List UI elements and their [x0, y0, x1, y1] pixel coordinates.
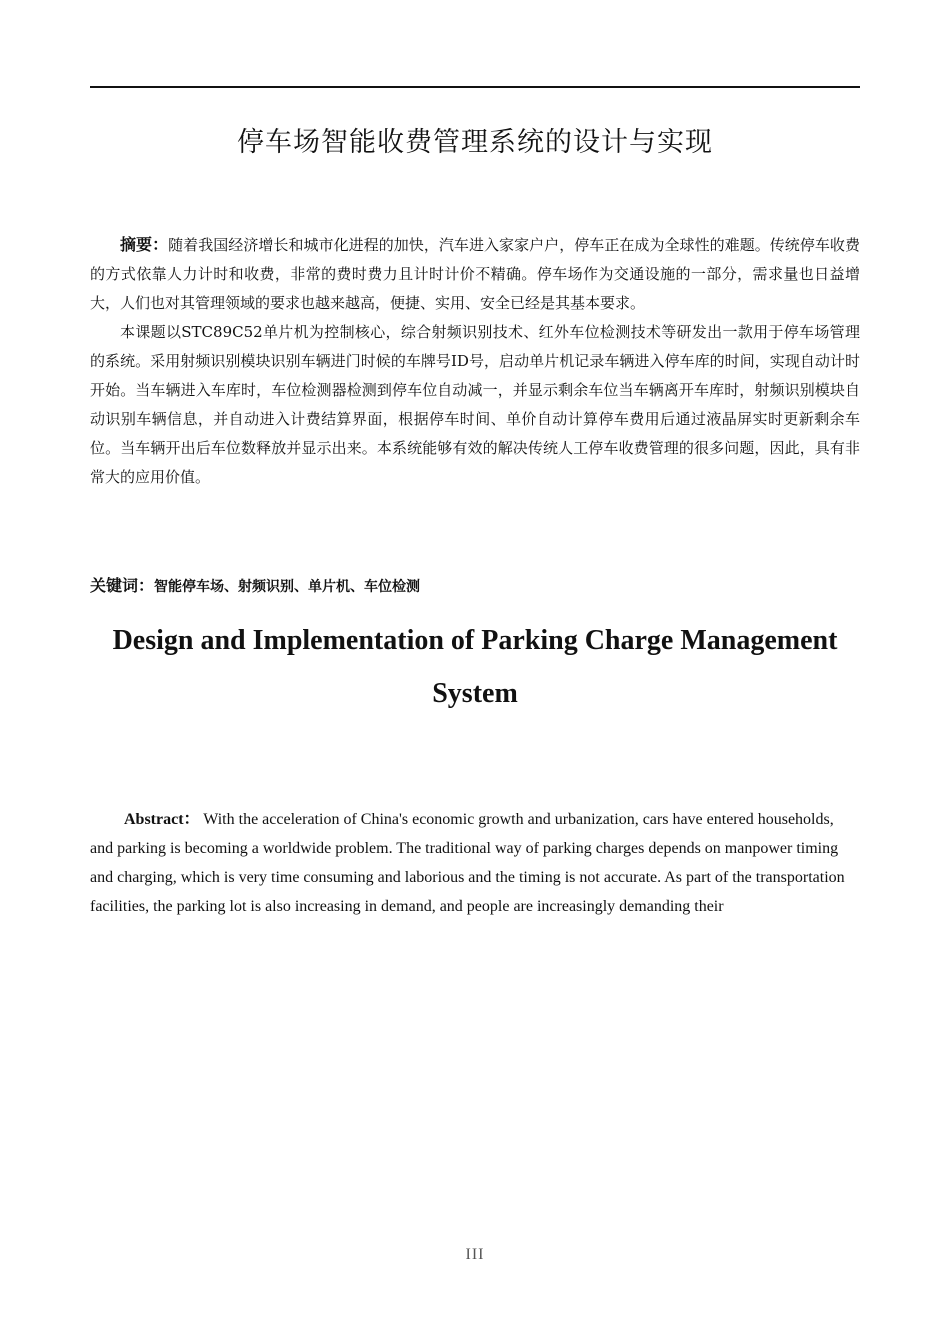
english-abstract-paragraph — [90, 805, 860, 921]
english-title: Design and Implementation of Parking Charge Management System — [112, 625, 838, 709]
english-abstract-text: With the acceleration of China's economic growth and urbanization, cars have entered households, and parking is becoming a worldwide problem. The traditional way of parking charges depends on manpower timing and charging, which is very time consuming and laborious and the timing is not accurate. As part of the transportation facilities, the parking lot is also increasing in demand, and people are increasingly demanding their — [90, 811, 845, 915]
keywords-line — [90, 574, 860, 599]
chinese-abstract-paragraph-2: 本课题以STC89C52单片机为控制核心，综合射频识别技术、红外车位检测技术等研发出一款用于停车场管理的系统。采用射频识别模块识别车辆进门时候的车牌号ID号，启动单片机记录车辆进入停车库的时间，实现自动计时开始。当车辆进入车库时，车位检测器检测到停车位自动减一，并显示剩余车位当车辆离开车库时，射频识别模块自动识别车辆信息，并自动进入计费结算界面，根据停车时间、单价自动计算停车费用后通过液晶屏实时更新剩余车位。当车辆开出后车位数释放并显示出来。本系统能够有效的解决传统人工停车收费管理的很多问题，因此，具有非常大的应用价值。 — [90, 323, 860, 486]
chinese-abstract — [90, 230, 860, 492]
keywords-label: 关键词： — [90, 576, 155, 595]
header-rule — [90, 86, 860, 88]
chinese-title: 停车场智能收费管理系统的设计与实现 — [237, 127, 713, 158]
keywords-value: 智能停车场、射频识别、单片机、车位检测 — [154, 579, 421, 595]
page-number: III — [465, 1246, 485, 1263]
chinese-abstract-paragraph-1 — [90, 230, 860, 318]
english-abstract-label: Abstract： — [124, 811, 200, 828]
chinese-abstract-label: 摘要： — [120, 235, 169, 254]
chinese-abstract-text-1: 随着我国经济增长和城市化进程的加快，汽车进入家家户户，停车正在成为全球性的难题。传统停车收费的方式依靠人力计时和收费，非常的费时费力且计时计价不精确。停车场作为交通设施的一部分，需求量也日益增大，人们也对其管理领域的要求也越来越高，便捷、实用、安全已经是其基本要求。 — [90, 236, 860, 312]
english-abstract — [90, 805, 860, 921]
